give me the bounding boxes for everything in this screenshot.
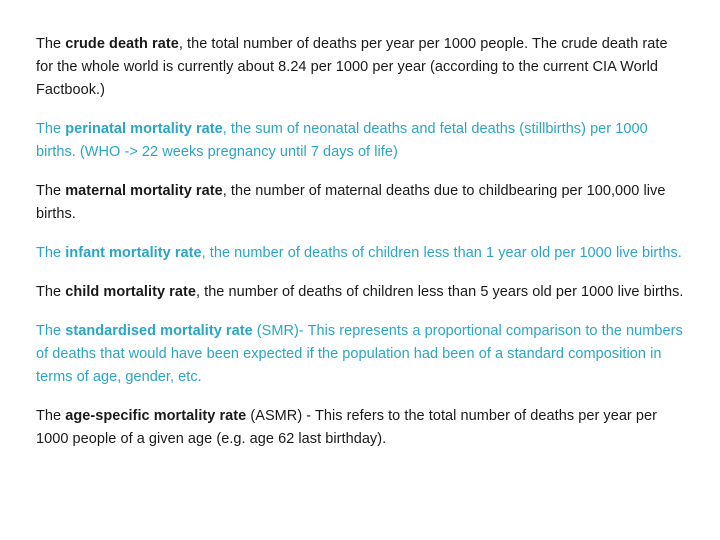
term-perinatal-mortality-rate: perinatal mortality rate — [65, 121, 223, 137]
paragraph-standardised-mortality-rate — [36, 320, 686, 389]
term-maternal-mortality-rate: maternal mortality rate — [65, 183, 223, 199]
paragraph-body: , the total number of deaths per year per 1000 people. The crude death rate for the whole world is currently about 8.24 per 1000 per year (according to the current CIA World Factbook.) — [36, 36, 668, 98]
paragraph-child-mortality-rate — [36, 281, 686, 304]
paragraph-maternal-mortality-rate — [36, 180, 686, 226]
paragraph-infant-mortality-rate — [36, 242, 686, 265]
term-child-mortality-rate: child mortality rate — [65, 284, 196, 300]
paragraph-lead: The — [36, 245, 66, 261]
paragraph-body: , the number of deaths of children less than 1 year old per 1000 live births. — [201, 245, 682, 261]
paragraph-lead: The — [36, 323, 66, 339]
paragraph-lead: The — [36, 284, 66, 300]
paragraph-perinatal-mortality-rate — [36, 118, 686, 164]
slide-content — [36, 33, 686, 451]
paragraph-lead: The — [36, 121, 66, 137]
term-standardised-mortality-rate: standardised mortality rate — [65, 323, 253, 339]
paragraph-body: , the number of maternal deaths due to childbearing per 100,000 live births. — [36, 183, 666, 222]
paragraph-lead: The — [36, 183, 66, 199]
paragraph-lead: The — [36, 408, 66, 424]
paragraph-age-specific-mortality-rate — [36, 405, 686, 451]
paragraph-body: (ASMR) - This refers to the total number of deaths per year per 1000 people of a given age (e.g. age 62 last birthday). — [36, 408, 657, 447]
paragraph-lead: The — [36, 36, 66, 52]
term-infant-mortality-rate: infant mortality rate — [65, 245, 202, 261]
paragraph-crude-death-rate — [36, 33, 686, 102]
paragraph-body: , the number of deaths of children less than 5 years old per 1000 live births. — [195, 284, 684, 300]
term-age-specific-mortality-rate: age-specific mortality rate — [65, 408, 247, 424]
paragraph-body: , the sum of neonatal deaths and fetal deaths (stillbirths) per 1000 births. (WHO -> 22 weeks pregnancy until 7 days of life) — [36, 121, 648, 160]
term-crude-death-rate: crude death rate — [65, 36, 179, 52]
paragraph-body: (SMR)- This represents a proportional comparison to the numbers of deaths that would have been expected if the population had been of a standard composition in terms of age, gender, etc. — [36, 323, 683, 385]
